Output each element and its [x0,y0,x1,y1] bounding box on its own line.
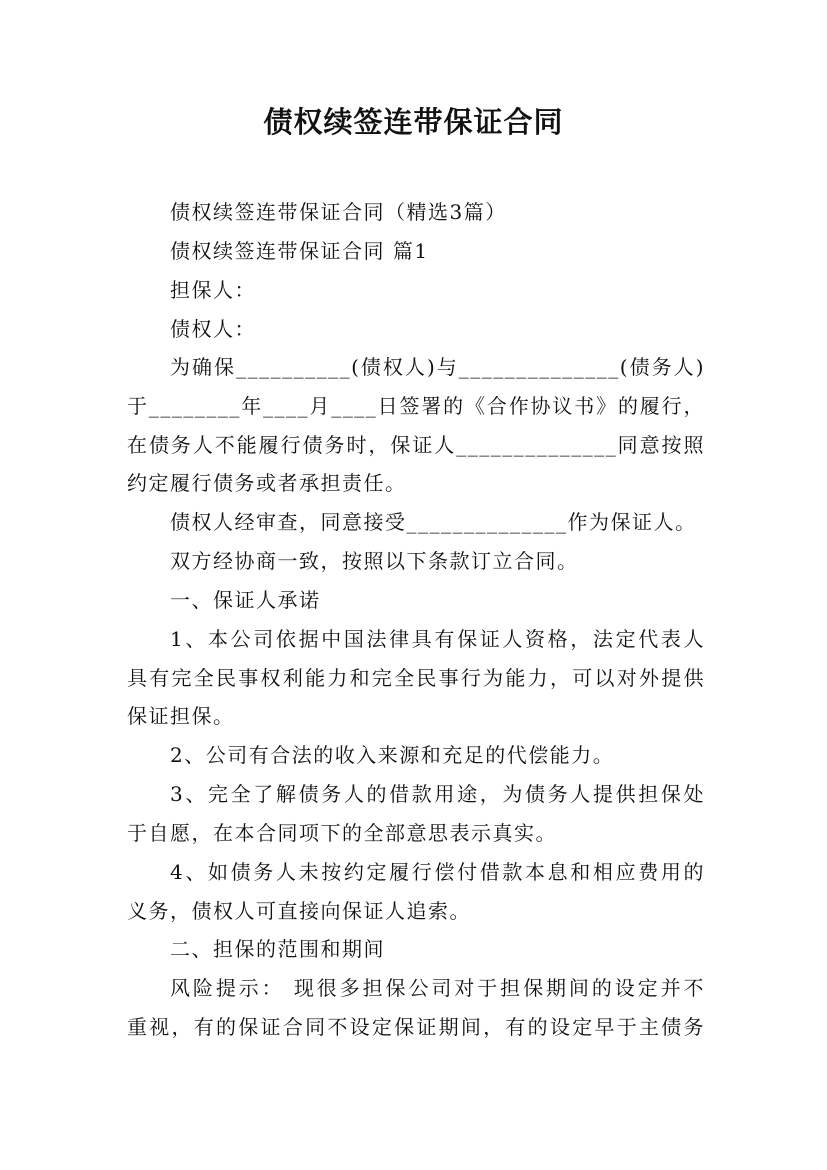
paragraph-line: 2、公司有合法的收入来源和充足的代偿能力。 [170,743,615,767]
clause-heading-line: 二、担保的范围和期间 [170,937,385,961]
paragraph-line: 1、本公司依据中国法律具有保证人资格，法定代表人 [170,627,705,651]
subtitle-line: 债权续签连带保证合同（精选3篇） [170,200,507,224]
paragraph-line: 为确保__________(债权人)与______________(债务人) [170,355,705,379]
paragraph-line: 风险提示： 现很多担保公司对于担保期间的设定并不 [170,976,705,1000]
paragraph-line: 4、如债务人未按约定履行偿付借款本息和相应费用的 [170,860,705,884]
paragraph-line: 债权人经审查，同意接受______________作为保证人。 [170,510,697,534]
paragraph-line: 在债务人不能履行债务时，保证人______________同意按照 [127,433,705,457]
paragraph-line: 3、完全了解债务人的借款用途，为债务人提供担保处 [170,782,705,806]
clause-heading-line: 一、保证人承诺 [170,588,321,612]
document-title: 债权续签连带保证合同 [263,105,564,139]
paragraph-line: 约定履行债务或者承担责任。 [127,471,407,495]
paragraph-line: 于自愿，在本合同项下的全部意思表示真实。 [127,821,557,845]
paragraph-line: 于________年____月____日签署的《合作协议书》的履行， [127,394,705,418]
creditor-label-line: 债权人： [170,317,256,341]
paragraph-line: 义务，债权人可直接向保证人追索。 [127,899,471,923]
paragraph-line: 具有完全民事权利能力和完全民事行为能力，可以对外提供 [127,666,705,690]
paragraph-line: 保证担保。 [127,704,235,728]
paragraph-line: 重视，有的保证合同不设定保证期间，有的设定早于主债务 [127,1015,705,1039]
paragraph-line: 双方经协商一致，按照以下条款订立合同。 [170,549,579,573]
section-heading-line: 债权续签连带保证合同 篇1 [170,239,429,263]
guarantor-label-line: 担保人： [170,278,256,302]
